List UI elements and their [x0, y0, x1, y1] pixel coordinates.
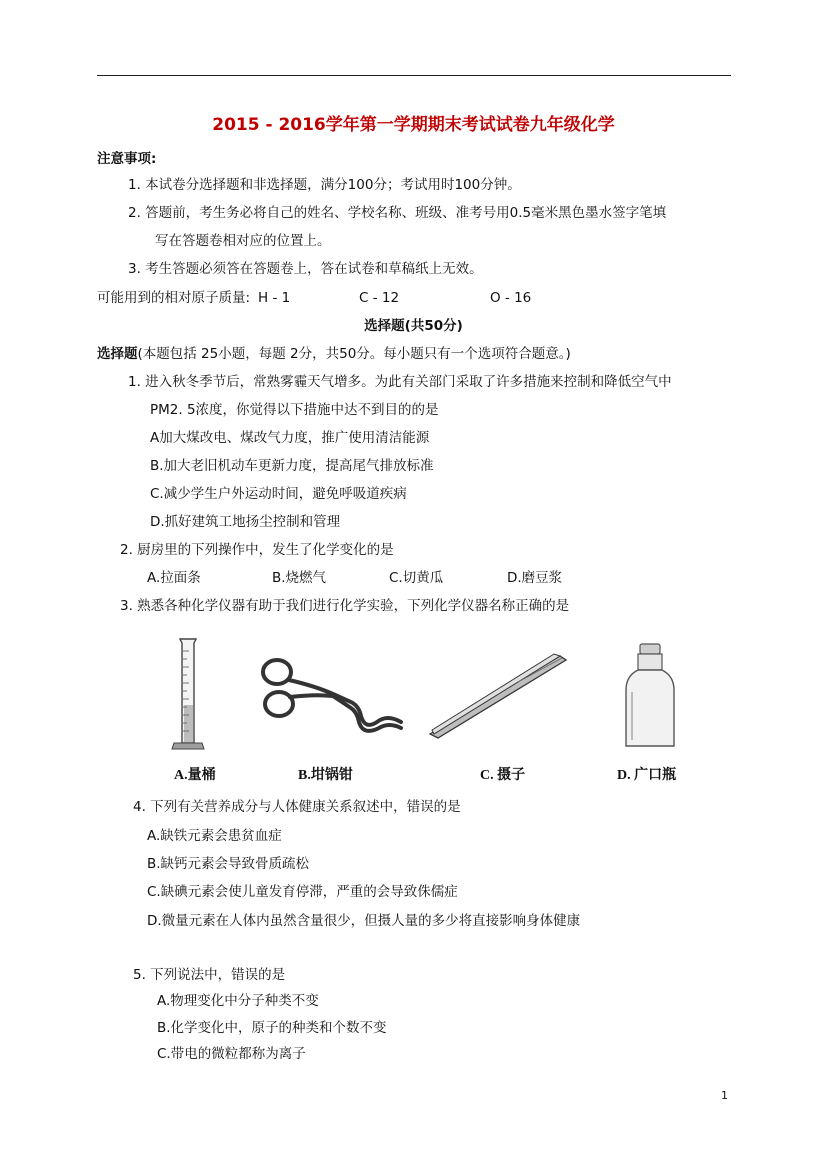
wide-mouth-bottle-image	[620, 640, 680, 752]
notice-item-2: 2. 答题前，考生务必将自己的姓名、学校名称、班级、准考号用0.5毫米黑色墨水签字笔填	[128, 205, 667, 221]
q4-option-a: A.缺铁元素会患贫血症	[147, 828, 282, 844]
q2-stem: 2. 厨房里的下列操作中，发生了化学变化的是	[120, 542, 394, 558]
atomic-mass-h: H - 1	[258, 290, 291, 306]
atomic-mass-o: O - 16	[490, 290, 532, 306]
q3-label-c: C. 摄子	[480, 768, 526, 783]
notice-item-1: 1. 本试卷分选择题和非选择题，满分100分；考试用时100分钟。	[128, 177, 521, 193]
q5-option-c: C.带电的微粒都称为离子	[157, 1046, 306, 1062]
section-intro-rest: (本题包括 25小题，每题 2分，共50分。每小题只有一个选项符合题意。)	[137, 346, 571, 362]
q3-label-b: B.坩锅钳	[298, 768, 353, 783]
q1-option-b: B.加大老旧机动车更新力度，提高尾气排放标准	[150, 458, 434, 474]
q4-option-b: B.缺钙元素会导致骨质疏松	[147, 856, 310, 872]
notice-heading: 注意事项:	[97, 151, 157, 167]
atomic-mass-label: 可能用到的相对原子质量:	[97, 290, 251, 306]
section-intro-bold: 选择题	[97, 346, 138, 362]
q1-stem-line1: 1. 进入秋冬季节后，常熟雾霾天气增多。为此有关部门采取了许多措施来控制和降低空气中	[128, 374, 672, 390]
q1-option-a: A加大煤改电、煤改气力度，推广使用清洁能源	[150, 430, 430, 446]
graduated-cylinder-image	[170, 635, 210, 753]
q3-label-d: D. 广口瓶	[617, 768, 677, 783]
q4-option-c: C.缺碘元素会使儿童发育停滞，严重的会导致侏儒症	[147, 884, 458, 900]
tweezers-image	[428, 650, 568, 740]
q3-instruments-figure	[140, 630, 700, 790]
q5-option-b: B.化学变化中，原子的种类和个数不变	[157, 1020, 387, 1036]
q3-stem: 3. 熟悉各种化学仪器有助于我们进行化学实验，下列化学仪器名称正确的是	[120, 598, 570, 614]
q2-option-c: C.切黄瓜	[389, 570, 444, 586]
q5-stem: 5. 下列说法中，错误的是	[133, 967, 286, 983]
q1-stem-line2: PM2. 5浓度，你觉得以下措施中达不到目的的是	[150, 402, 439, 418]
notice-item-2-cont: 写在答题卷相对应的位置上。	[155, 233, 331, 249]
q2-option-a: A.拉面条	[147, 570, 201, 586]
q5-option-a: A.物理变化中分子种类不变	[157, 993, 319, 1009]
section-heading-text: 选择题(共50分)	[364, 318, 463, 334]
crucible-tongs-image	[255, 650, 405, 740]
page-number: 1	[721, 1089, 728, 1102]
q1-option-d: D.抓好建筑工地扬尘控制和管理	[150, 514, 341, 530]
atomic-mass-c: C - 12	[359, 290, 400, 306]
header-rule	[97, 75, 731, 76]
notice-item-3: 3. 考生答题必须答在答题卷上，答在试卷和草稿纸上无效。	[128, 261, 483, 277]
q2-option-d: D.磨豆浆	[507, 570, 563, 586]
section-heading	[0, 317, 827, 335]
q1-option-c: C.减少学生户外运动时间，避免呼吸道疾病	[150, 486, 407, 502]
q2-option-b: B.烧燃气	[272, 570, 327, 586]
section-intro	[97, 345, 571, 363]
q3-label-a: A.量桶	[174, 768, 216, 783]
q4-option-d: D.微量元素在人体内虽然含量很少，但摄人量的多少将直接影响身体健康	[147, 913, 581, 929]
q4-stem: 4. 下列有关营养成分与人体健康关系叙述中，错误的是	[133, 799, 461, 815]
page-title: 2015 - 2016学年第一学期期末考试试卷九年级化学	[212, 115, 615, 135]
